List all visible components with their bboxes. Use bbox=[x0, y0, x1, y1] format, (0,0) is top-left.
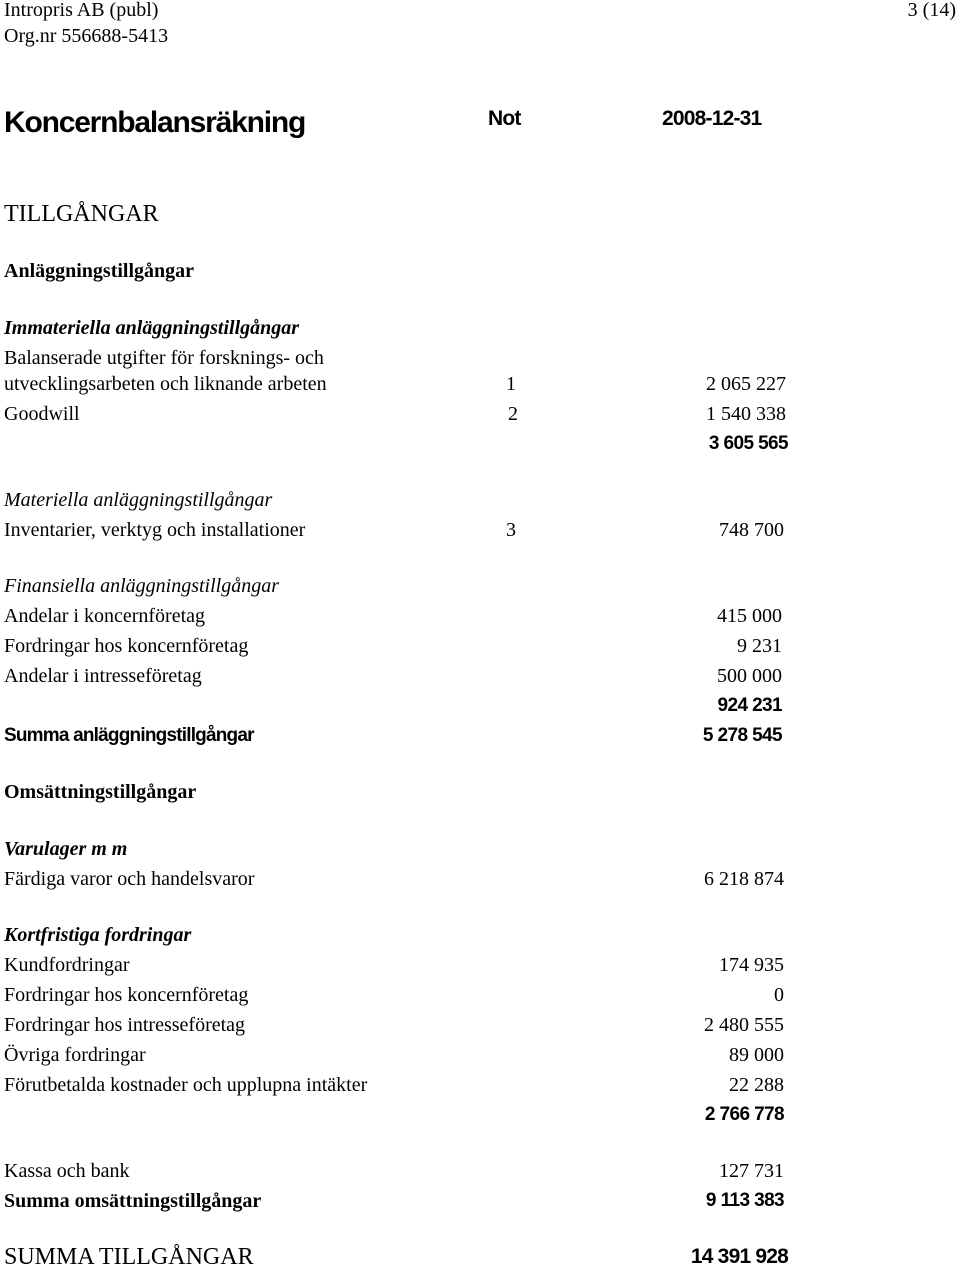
row-andelar-koncern-label: Andelar i koncernföretag bbox=[4, 605, 206, 627]
row-fordringar-koncern2-label: Fordringar hos koncernföretag bbox=[4, 984, 249, 1006]
row-fardiga-varor-label: Färdiga varor och handelsvaror bbox=[4, 868, 255, 890]
company-name: Intropris AB (publ) bbox=[4, 0, 159, 21]
date-column-header: 2008-12-31 bbox=[662, 107, 762, 130]
section-anlaggningstillgangar: Anläggningstillgångar bbox=[4, 260, 195, 282]
row-andelar-intresse-value: 500 000 bbox=[717, 665, 782, 687]
kortfristiga-subtotal: 2 766 778 bbox=[704, 1104, 784, 1125]
row-kassa-label: Kassa och bank bbox=[4, 1160, 130, 1182]
row-balanserade-note: 1 bbox=[506, 373, 516, 395]
row-goodwill-note: 2 bbox=[508, 403, 518, 425]
section-immateriella: Immateriella anläggningstillgångar bbox=[4, 317, 300, 339]
section-kortfristiga: Kortfristiga fordringar bbox=[4, 924, 192, 946]
row-ovriga-fordringar-label: Övriga fordringar bbox=[4, 1044, 146, 1066]
summa-tillgangar-label: SUMMA TILLGÅNGAR bbox=[4, 1244, 254, 1270]
summa-omsattningstillgangar-value: 9 113 383 bbox=[705, 1190, 784, 1211]
row-inventarier-label: Inventarier, verktyg och installationer bbox=[4, 519, 306, 541]
row-goodwill-value: 1 540 338 bbox=[706, 403, 786, 425]
row-fardiga-varor-value: 6 218 874 bbox=[704, 868, 784, 890]
row-forutbetalda-label: Förutbetalda kostnader och upplupna intäkter bbox=[4, 1074, 368, 1096]
summa-omsattningstillgangar-label: Summa omsättningstillgångar bbox=[4, 1190, 262, 1212]
section-finansiella: Finansiella anläggningstillgångar bbox=[4, 575, 280, 597]
row-fordringar-koncern-value: 9 231 bbox=[737, 635, 782, 657]
row-kundfordringar-label: Kundfordringar bbox=[4, 954, 130, 976]
section-varulager: Varulager m m bbox=[4, 838, 128, 860]
row-ovriga-fordringar-value: 89 000 bbox=[729, 1044, 784, 1066]
row-balanserade-label-2: utvecklingsarbeten och liknande arbeten bbox=[4, 373, 327, 395]
section-materiella: Materiella anläggningstillgångar bbox=[4, 489, 273, 511]
row-goodwill-label: Goodwill bbox=[4, 403, 80, 425]
finansiella-subtotal: 924 231 bbox=[717, 695, 782, 716]
summa-tillgangar-value: 14 391 928 bbox=[690, 1245, 788, 1268]
row-inventarier-note: 3 bbox=[506, 519, 516, 541]
row-forutbetalda-value: 22 288 bbox=[729, 1074, 784, 1096]
row-kundfordringar-value: 174 935 bbox=[719, 954, 784, 976]
row-fordringar-koncern2-value: 0 bbox=[774, 984, 784, 1006]
row-andelar-intresse-label: Andelar i intresseföretag bbox=[4, 665, 202, 687]
row-kassa-value: 127 731 bbox=[719, 1160, 784, 1182]
row-andelar-koncern-value: 415 000 bbox=[717, 605, 782, 627]
page-title: Koncernbalansräkning bbox=[4, 106, 306, 139]
row-fordringar-intresse-value: 2 480 555 bbox=[704, 1014, 784, 1036]
org-number: Org.nr 556688-5413 bbox=[4, 25, 169, 47]
row-balanserade-label-1: Balanserade utgifter för forsknings- och bbox=[4, 347, 324, 369]
row-inventarier-value: 748 700 bbox=[719, 519, 784, 541]
section-tillgangar: TILLGÅNGAR bbox=[4, 201, 159, 227]
summa-anlaggningstillgangar-label: Summa anläggningstillgångar bbox=[4, 725, 254, 746]
section-omsattningstillgangar: Omsättningstillgångar bbox=[4, 781, 197, 803]
immateriella-subtotal: 3 605 565 bbox=[708, 433, 788, 454]
summa-anlaggningstillgangar-value: 5 278 545 bbox=[702, 725, 782, 746]
row-balanserade-value: 2 065 227 bbox=[706, 373, 786, 395]
row-fordringar-koncern-label: Fordringar hos koncernföretag bbox=[4, 635, 249, 657]
note-column-header: Not bbox=[488, 107, 521, 130]
row-fordringar-intresse-label: Fordringar hos intresseföretag bbox=[4, 1014, 246, 1036]
page-number: 3 (14) bbox=[907, 0, 956, 21]
